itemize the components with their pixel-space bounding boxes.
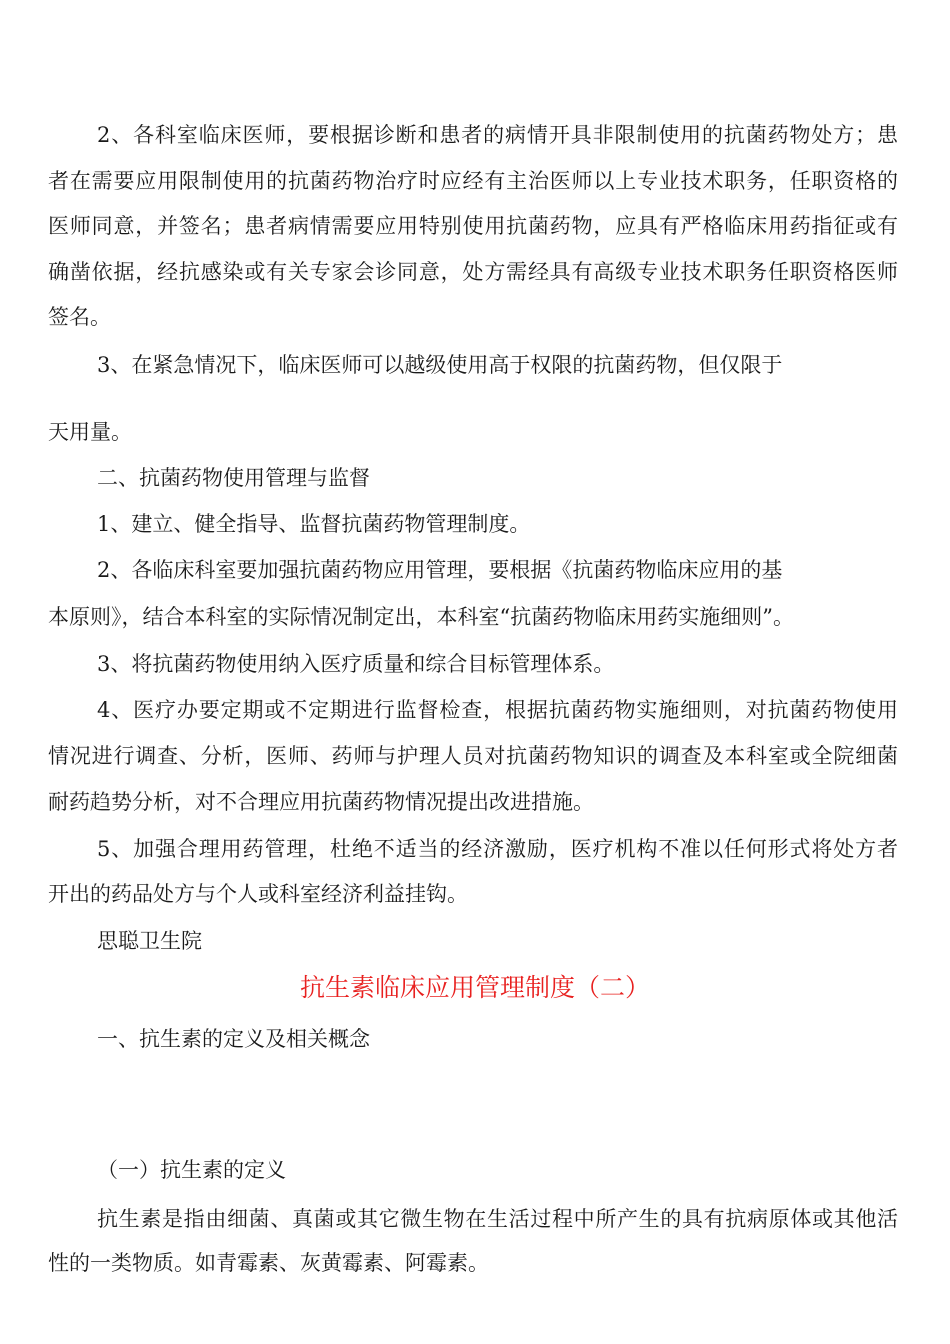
- paragraph-line: 确凿依据，经抗感染或有关专家会诊同意，处方需经具有高级专业技术职务任职资格医师: [48, 260, 898, 284]
- paragraph-line: 3、在紧急情况下，临床医师可以越级使用高于权限的抗菌药物，但仅限于: [97, 353, 783, 377]
- paragraph-line: 开出的药品处方与个人或科室经济利益挂钩。: [48, 882, 468, 906]
- paragraph-line: 1、建立、健全指导、监督抗菌药物管理制度。: [97, 512, 531, 536]
- subsection-heading: （一）抗生素的定义: [97, 1158, 286, 1182]
- paragraph-line: 2、各临床科室要加强抗菌药物应用管理，要根据《抗菌药物临床应用的基: [97, 558, 783, 582]
- paragraph-line: 2、各科室临床医师，要根据诊断和患者的病情开具非限制使用的抗菌药物处方；患: [97, 123, 898, 147]
- signature-institution: 思聪卫生院: [97, 929, 202, 953]
- paragraph-line: 性的一类物质。如青霉素、灰黄霉素、阿霉素。: [48, 1251, 489, 1275]
- paragraph-line: 3、将抗菌药物使用纳入医疗质量和综合目标管理体系。: [97, 652, 615, 676]
- paragraph-line: 医师同意，并签名；患者病情需要应用特别使用抗菌药物，应具有严格临床用药指征或有: [48, 214, 898, 238]
- paragraph-line: 签名。: [48, 305, 111, 329]
- paragraph-line: 抗生素是指由细菌、真菌或其它微生物在生活过程中所产生的具有抗病原体或其他活: [97, 1207, 898, 1231]
- paragraph-line: 情况进行调查、分析，医师、药师与护理人员对抗菌药物知识的调查及本科室或全院细菌: [48, 744, 898, 768]
- section-heading: 一、抗生素的定义及相关概念: [97, 1027, 370, 1051]
- paragraph-line: 天用量。: [48, 420, 132, 444]
- paragraph-line: 5、加强合理用药管理，杜绝不适当的经济激励，医疗机构不准以任何形式将处方者: [97, 837, 898, 861]
- section-title: 抗生素临床应用管理制度（二）: [299, 973, 650, 1002]
- paragraph-line: 本原则》，结合本科室的实际情况制定出，本科室“抗菌药物临床用药实施细则”。: [48, 605, 794, 629]
- paragraph-line: 耐药趋势分析，对不合理应用抗菌药物情况提出改进措施。: [48, 790, 594, 814]
- paragraph-line: 者在需要应用限制使用的抗菌药物治疗时应经有主治医师以上专业技术职务，任职资格的: [48, 169, 898, 193]
- section-heading: 二、抗菌药物使用管理与监督: [97, 466, 370, 490]
- paragraph-line: 4、医疗办要定期或不定期进行监督检查，根据抗菌药物实施细则，对抗菌药物使用: [97, 698, 898, 722]
